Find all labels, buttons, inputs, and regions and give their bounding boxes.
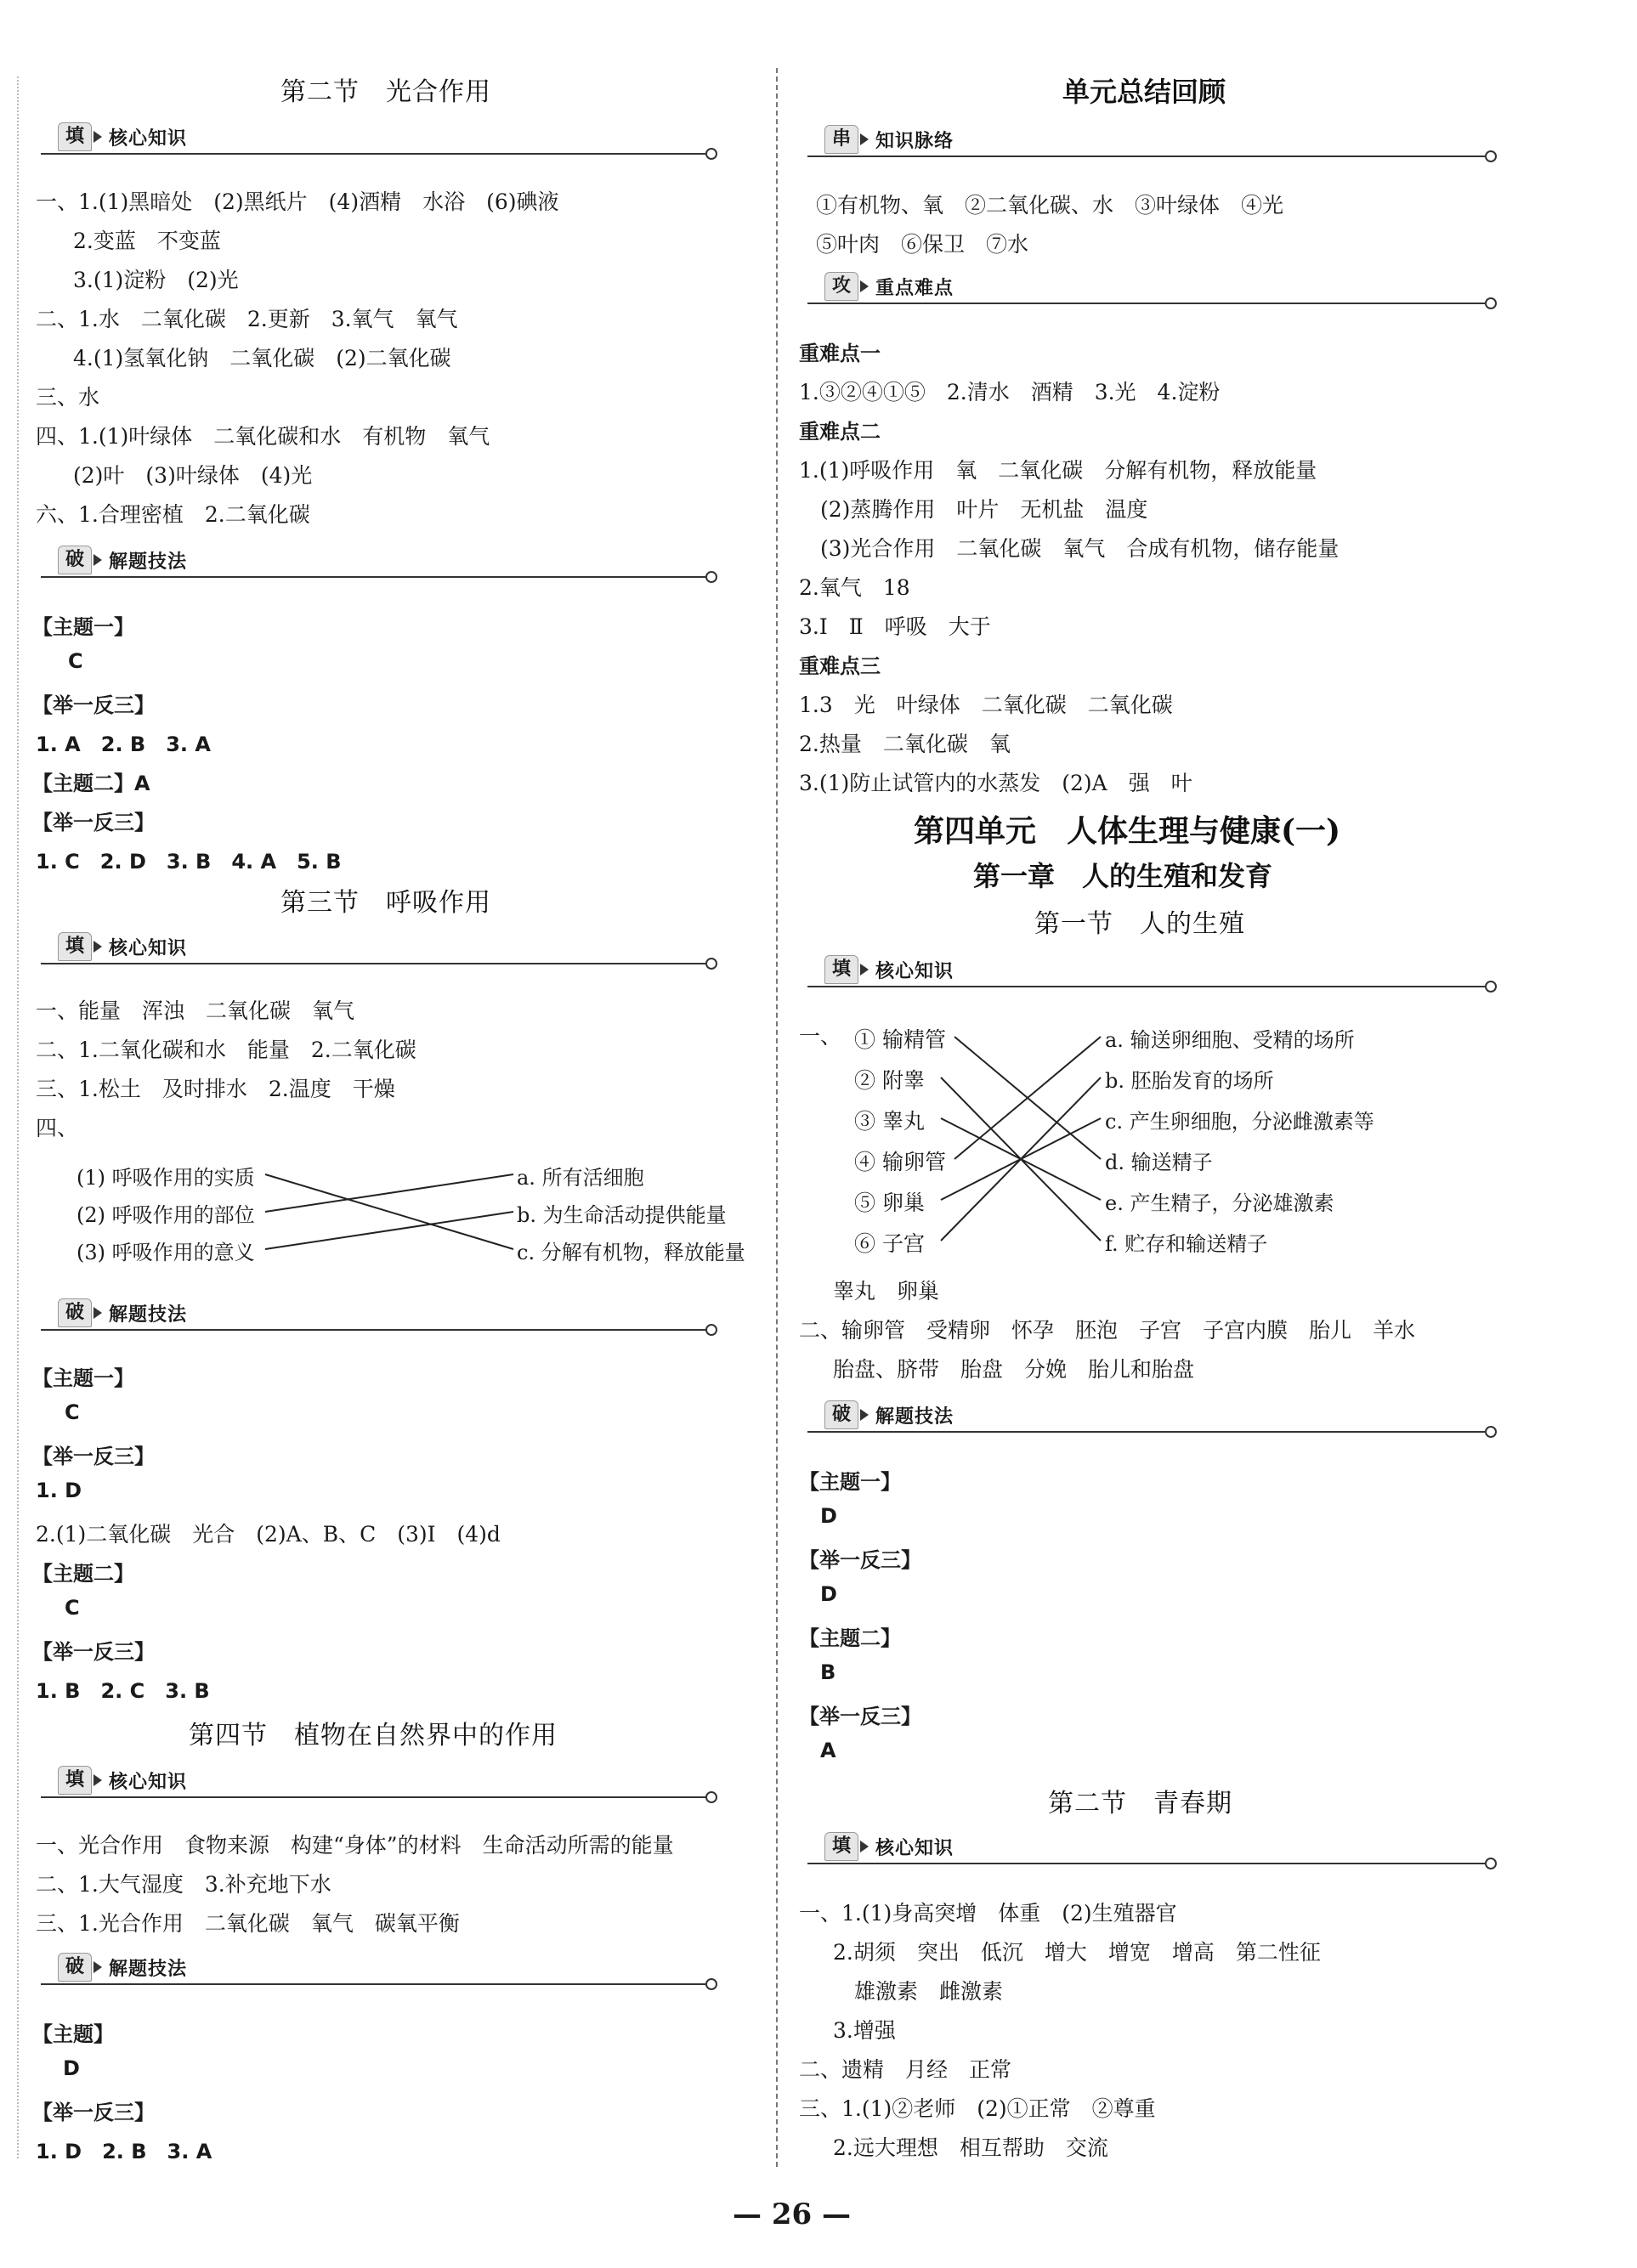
badge-label: 解题技法 bbox=[109, 1958, 188, 1980]
match-left-item: ② 附睾 bbox=[854, 1068, 925, 1093]
match-right-item: d. 输送精子 bbox=[1105, 1151, 1213, 1174]
badge-label: 核心知识 bbox=[109, 937, 188, 959]
badge-label: 知识脉络 bbox=[875, 130, 954, 152]
answer-line: 四、 bbox=[36, 1116, 79, 1140]
badge-chip: 填 bbox=[824, 955, 858, 984]
answer-line: 二、1.二氧化碳和水 能量 2.二氧化碳 bbox=[36, 1038, 416, 1062]
topic-heading: 【举一反三】 bbox=[32, 1445, 155, 1468]
badge-arrow-icon bbox=[93, 1774, 102, 1786]
match-prefix: 一、 bbox=[799, 1024, 842, 1049]
badge-rule bbox=[41, 1329, 705, 1331]
topic-heading: 【主题一】 bbox=[799, 1470, 901, 1494]
answer-line: ①有机物、氧 ②二氧化碳、水 ③叶绿体 ④光 bbox=[816, 193, 1284, 218]
answer-line: 2.远大理想 相互帮助 交流 bbox=[833, 2135, 1108, 2160]
section-title-photosynthesis: 第二节 光合作用 bbox=[280, 77, 491, 107]
topic-heading: 【主题】 bbox=[32, 2022, 114, 2046]
answer-line: 二、输卵管 受精卵 怀孕 胚泡 子宫 子宫内膜 胎儿 羊水 bbox=[799, 1318, 1416, 1343]
answer-line: 1.③②④①⑤ 2.清水 酒精 3.光 4.淀粉 bbox=[799, 380, 1221, 404]
match-right-item: a. 输送卵细胞、受精的场所 bbox=[1105, 1028, 1355, 1052]
answer-line: 睾丸 卵巢 bbox=[833, 1279, 940, 1304]
section-title-unit-review: 单元总结回顾 bbox=[1062, 76, 1226, 108]
answer-line: 1.3 光 叶绿体 二氧化碳 二氧化碳 bbox=[799, 693, 1173, 717]
section-title-respiration: 第三节 呼吸作用 bbox=[280, 888, 491, 918]
subheading-difficulty-2: 重难点二 bbox=[799, 420, 881, 444]
match-right-item: a. 所有活细胞 bbox=[517, 1166, 644, 1190]
badge-chip: 破 bbox=[58, 1953, 92, 1982]
match-left-item: ① 输精管 bbox=[854, 1027, 946, 1052]
answer-line: 2.热量 二氧化碳 氧 bbox=[799, 732, 1011, 756]
section-title-puberty: 第二节 青春期 bbox=[1048, 1789, 1232, 1818]
badge-chip: 串 bbox=[824, 125, 858, 154]
unit-title: 第四单元 人体生理与健康(一) bbox=[914, 813, 1341, 849]
topic-heading: 【举一反三】 bbox=[32, 693, 155, 717]
topic-heading: 【举一反三】 bbox=[799, 1548, 921, 1572]
topic-heading: 【主题一】 bbox=[32, 1366, 134, 1390]
answer-line: 三、1.(1)②老师 (2)①正常 ②尊重 bbox=[799, 2096, 1156, 2121]
badge-label: 核心知识 bbox=[875, 960, 954, 982]
respiration-matching-lines bbox=[0, 0, 778, 1360]
topic-heading: 【主题一】 bbox=[32, 615, 134, 639]
match-right-item: f. 贮存和输送精子 bbox=[1105, 1232, 1268, 1256]
topic-answer: 1. D bbox=[36, 1479, 82, 1502]
badge-arrow-icon bbox=[93, 1961, 102, 1973]
badge-rule bbox=[807, 1863, 1485, 1864]
answer-line: 2.胡须 突出 低沉 增大 增宽 增高 第二性征 bbox=[833, 1940, 1321, 1965]
badge-label: 核心知识 bbox=[109, 1771, 188, 1793]
badge-label: 解题技法 bbox=[875, 1405, 954, 1428]
match-left-item: ⑤ 卵巢 bbox=[854, 1191, 925, 1215]
answer-line: 三、1.松土 及时排水 2.温度 干燥 bbox=[36, 1077, 395, 1101]
answer-line: ⑤叶肉 ⑥保卫 ⑦水 bbox=[816, 232, 1029, 257]
topic-heading: 【主题二】 bbox=[32, 1562, 134, 1586]
section-title-reproduction: 第一节 人的生殖 bbox=[1034, 909, 1245, 939]
topic-answer: 1. B 2. C 3. B bbox=[36, 1679, 210, 1703]
badge-chip: 破 bbox=[58, 546, 92, 574]
subheading-difficulty-1: 重难点一 bbox=[799, 342, 881, 365]
answer-line: (2)叶 (3)叶绿体 (4)光 bbox=[73, 463, 313, 488]
match-left-item: ⑥ 子宫 bbox=[854, 1231, 925, 1256]
answer-line: 雄激素 雌激素 bbox=[854, 1979, 1004, 2004]
badge-core-knowledge bbox=[807, 1830, 1500, 1869]
topic-answer: B bbox=[820, 1660, 836, 1684]
badge-core-knowledge bbox=[41, 1764, 721, 1803]
answer-line: 六、1.合理密植 2.二氧化碳 bbox=[36, 502, 310, 527]
badge-rule bbox=[807, 1431, 1485, 1433]
answer-line: 3.(1)防止试管内的水蒸发 (2)A 强 叶 bbox=[799, 771, 1192, 795]
match-right-item: e. 产生精子，分泌雄激素 bbox=[1105, 1191, 1334, 1215]
match-left-item: (1) 呼吸作用的实质 bbox=[76, 1166, 255, 1190]
match-left-item: (2) 呼吸作用的部位 bbox=[76, 1203, 255, 1227]
match-line bbox=[265, 1174, 513, 1249]
badge-chip: 破 bbox=[58, 1298, 92, 1327]
topic-answer: C bbox=[68, 649, 83, 673]
badge-chip: 破 bbox=[824, 1400, 858, 1429]
topic-answer: C bbox=[65, 1400, 80, 1424]
match-right-item: c. 分解有机物，释放能量 bbox=[517, 1241, 745, 1264]
match-line bbox=[265, 1212, 513, 1249]
answer-line: 1.(1)呼吸作用 氧 二氧化碳 分解有机物，释放能量 bbox=[799, 458, 1317, 483]
right-column bbox=[778, 0, 1637, 2268]
page-number: — 26 — bbox=[733, 2197, 851, 2231]
answer-line: 2.变蓝 不变蓝 bbox=[73, 229, 221, 253]
topic-heading: 【举一反三】 bbox=[32, 2101, 155, 2124]
answer-line: 一、1.(1)身高突增 体重 (2)生殖器官 bbox=[799, 1901, 1177, 1926]
topic-heading: 【举一反三】 bbox=[32, 1640, 155, 1664]
match-left-item: ③ 睾丸 bbox=[854, 1109, 925, 1134]
badge-chip: 填 bbox=[824, 1832, 858, 1861]
topic-heading: 【主题二】 bbox=[799, 1626, 901, 1650]
badge-label: 重点难点 bbox=[875, 277, 954, 299]
badge-arrow-icon bbox=[860, 1841, 869, 1852]
match-line bbox=[265, 1174, 513, 1212]
answer-line: 3.增强 bbox=[833, 2018, 896, 2043]
answer-line: 二、1.大气湿度 3.补充地下水 bbox=[36, 1872, 331, 1897]
topic-answer: 2.(1)二氧化碳 光合 (2)A、B、C (3)Ⅰ (4)d bbox=[36, 1522, 501, 1547]
answer-line: (2)蒸腾作用 叶片 无机盐 温度 bbox=[820, 497, 1148, 522]
topic-answer: D bbox=[820, 1504, 837, 1528]
match-left-item: ④ 输卵管 bbox=[854, 1150, 946, 1174]
answer-line: 一、能量 浑浊 二氧化碳 氧气 bbox=[36, 998, 355, 1023]
answer-line: 三、水 bbox=[36, 385, 100, 410]
badge-solving-tips bbox=[807, 1399, 1500, 1438]
answer-line: 二、1.水 二氧化碳 2.更新 3.氧气 氧气 bbox=[36, 307, 458, 331]
reproduction-matching-lines bbox=[778, 0, 1637, 1360]
topic-answer: D bbox=[63, 2056, 80, 2080]
answer-line: (3)光合作用 二氧化碳 氧气 合成有机物，储存能量 bbox=[820, 536, 1340, 561]
answer-line: 二、遗精 月经 正常 bbox=[799, 2057, 1012, 2082]
badge-solving-tips bbox=[41, 1951, 721, 1990]
answer-line: 三、1.光合作用 二氧化碳 氧气 碳氧平衡 bbox=[36, 1911, 460, 1936]
chapter-title: 第一章 人的生殖和发育 bbox=[973, 860, 1273, 892]
answer-line: 4.(1)氢氧化钠 二氧化碳 (2)二氧化碳 bbox=[73, 346, 451, 370]
left-column bbox=[0, 0, 778, 2268]
badge-arrow-icon bbox=[860, 1409, 869, 1421]
topic-answer: D bbox=[820, 1582, 837, 1606]
topic-heading: 【主题二】A bbox=[32, 772, 150, 795]
badge-label: 解题技法 bbox=[109, 551, 188, 573]
badge-chip: 填 bbox=[58, 932, 92, 961]
answer-line: 3.Ⅰ Ⅱ 呼吸 大于 bbox=[799, 614, 991, 639]
match-left-item: (3) 呼吸作用的意义 bbox=[76, 1241, 255, 1264]
badge-rule bbox=[41, 1796, 705, 1798]
badge-chip: 填 bbox=[58, 1766, 92, 1795]
topic-answer: C bbox=[65, 1596, 80, 1620]
answer-line: 一、1.(1)黑暗处 (2)黑纸片 (4)酒精 水浴 (6)碘液 bbox=[36, 189, 559, 214]
badge-chip: 攻 bbox=[824, 272, 858, 301]
match-right-item: b. 胚胎发育的场所 bbox=[1105, 1069, 1274, 1093]
badge-solving-tips bbox=[41, 1297, 721, 1336]
badge-label: 解题技法 bbox=[109, 1304, 188, 1326]
answer-line: 3.(1)淀粉 (2)光 bbox=[73, 268, 239, 292]
badge-arrow-icon bbox=[93, 1307, 102, 1319]
topic-heading: 【举一反三】 bbox=[32, 811, 155, 834]
badge-rule bbox=[41, 1983, 705, 1985]
badge-label: 核心知识 bbox=[109, 127, 188, 150]
topic-answer: 1. A 2. B 3. A bbox=[36, 732, 211, 756]
topic-answer: 1. D 2. B 3. A bbox=[36, 2140, 212, 2163]
badge-label: 核心知识 bbox=[875, 1837, 954, 1859]
subheading-difficulty-3: 重难点三 bbox=[799, 654, 881, 678]
answer-line: 一、光合作用 食物来源 构建“身体”的材料 生命活动所需的能量 bbox=[36, 1833, 674, 1858]
topic-answer: 1. C 2. D 3. B 4. A 5. B bbox=[36, 850, 342, 874]
match-right-item: b. 为生命活动提供能量 bbox=[517, 1203, 727, 1227]
match-right-item: c. 产生卵细胞，分泌雌激素等 bbox=[1105, 1110, 1374, 1134]
topic-heading: 【举一反三】 bbox=[799, 1705, 921, 1728]
answer-line: 四、1.(1)叶绿体 二氧化碳和水 有机物 氧气 bbox=[36, 424, 490, 449]
badge-chip: 填 bbox=[58, 122, 92, 151]
section-title-plant-role: 第四节 植物在自然界中的作用 bbox=[189, 1721, 558, 1750]
answer-line: 胎盘、脐带 胎盘 分娩 胎儿和胎盘 bbox=[833, 1357, 1195, 1382]
topic-answer: A bbox=[820, 1739, 836, 1762]
answer-line: 2.氧气 18 bbox=[799, 575, 910, 600]
